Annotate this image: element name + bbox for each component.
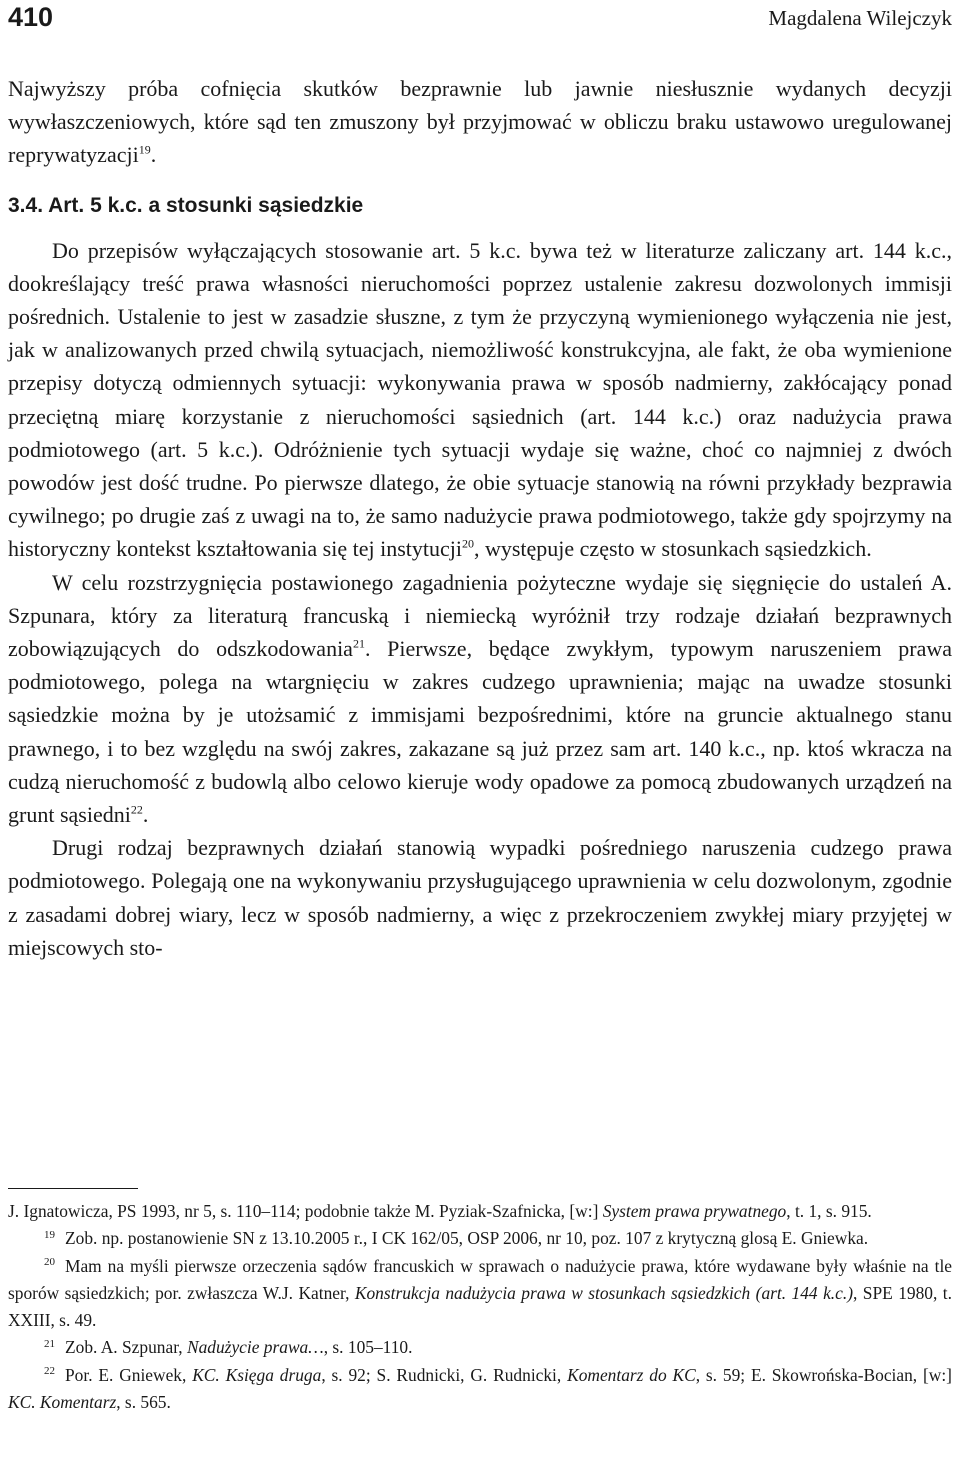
footnote-20: 20 Mam na myśli pierwsze orzeczenia sądów francuskich w sprawach o nadużycie prawa, które wydawane były właśnie na tle sporów sąsiedzkich; por. zwłaszcza W.J. Katner, Konstrukcja nadużycia prawa w stosunkach sąsiedzkich (art. 144 k.c.), SPE 1980, t. XXIII, s. 49. bbox=[8, 1255, 952, 1331]
paragraph: W celu rozstrzygnięcia postawionego zagadnienia pożyteczne wydaje się sięgnięcie do ustaleń A. Szpunara, który za literaturą francuską i niemiecką wyróżnił trzy rodzaje działań bezprawnych zobowiązujących do odszkodowania$^{21}$. Pierwsze, będące zwykłym, typowym naruszeniem prawa podmiotowego, polega na wtargnięciu w zakres cudzego uprawnienia; mając na uwadze stosunki sąsiedzkie można by je utożsamić z immisjami bezpośrednimi, które na gruncie aktualnego stanu prawnego, i to bez względu na swój zakres, zakazane są już przez sam art. 140 k.c., np. ktoś wkracza na cudzą nieruchomość z budowlą albo celowo kieruje wody opadowe za pomocą zbudowanych urządzeń na grunt sąsiedni$^{22}$. bbox=[8, 569, 952, 828]
footnote-ref[interactable]: 19 bbox=[138, 143, 151, 158]
paragraph: Najwyższy próba cofnięcia skutków bezprawnie lub jawnie niesłusznie wydanych decyzji wywłaszczeniowych, które sąd ten zmuszony był przyjmować w obliczu braku ustawowo uregulowanej reprywatyzacji$^{19}$. bbox=[8, 76, 952, 168]
footnote-divider bbox=[8, 1188, 138, 1189]
footnote-continuation: J. Ignatowicza, PS 1993, nr 5, s. 110–114; podobnie także M. Pyziak-Szafnicka, [w:] System prawa prywatnego, t. 1, s. 915. bbox=[8, 1201, 872, 1221]
footnote-19: 19 Zob. np. postanowienie SN z 13.10.2005 r., I CK 162/05, OSP 2006, nr 10, poz. 107 z krytyczną glosą E. Gniewka. bbox=[44, 1228, 869, 1249]
footnote-ref[interactable]: 22 bbox=[130, 802, 143, 817]
section-heading: 3.4. Art. 5 k.c. a stosunki sąsiedzkie bbox=[8, 193, 364, 217]
running-head-author: Magdalena Wilejczyk bbox=[768, 6, 952, 30]
footnote-ref[interactable]: 21 bbox=[352, 636, 365, 651]
footnotes bbox=[8, 1198, 952, 1416]
paragraph: Do przepisów wyłączających stosowanie art. 5 k.c. bywa też w literaturze zaliczany art. 144 k.c., dookreślający treść prawa własności nieruchomości poprzez ustalenie zakresu dozwolonych immisji pośrednich. Ustalenie to jest w zasadzie słuszne, z tym że przyczyną wymienionego wyłączenia nie jest, jak w analizowanych przed chwilą sytuacjach, niemożliwość konstrukcyjna, ale fakt, że oba wymienione przepisy dotyczą odmiennych sytuacji: wykonywania prawa w sposób nadmierny, zakłócający ponad przeciętną miarę korzystanie z nieruchomości sąsiednich (art. 144 k.c.) oraz nadużycia prawa podmiotowego (art. 5 k.c.). Odróżnienie tych sytuacji wydaje się ważne, choć co najmniej z dwóch powodów jest dość trudne. Po pierwsze dlatego, że obie sytuacje stanowią na równi przykłady bezprawia cywilnego; po drugie zaś z uwagi na to, że samo nadużycie prawa podmiotowego, także gdy spojrzymy na historyczny kontekst kształtowania się tej instytucji$^{20}$, występuje często w stosunkach sąsiedzkich. bbox=[8, 237, 952, 562]
paragraph: Drugi rodzaj bezprawnych działań stanowią wypadki pośredniego naruszenia cudzego prawa podmiotowego. Polegają one na wykonywaniu przysługującego uprawnienia w celu dozwolonym, zgodnie z zasadami dobrej wiary, lecz w sposób nadmierny, a więc z przekroczeniem zwykłej miary przyjętej w miejscowych sto- bbox=[8, 835, 952, 960]
footnote-21: 21 Zob. A. Szpunar, Nadużycie prawa…, s. 105–110. bbox=[44, 1337, 413, 1358]
footnote-22: 22 Por. E. Gniewek, KC. Księga druga, s. 92; S. Rudnicki, G. Rudnicki, Komentarz do KC, s. 59; E. Skowrońska-Bocian, [w:] KC. Komentarz, s. 565. bbox=[8, 1364, 952, 1413]
page-header bbox=[8, 0, 952, 36]
main-text bbox=[8, 72, 952, 964]
footnote-ref[interactable]: 20 bbox=[461, 537, 474, 552]
page-number: 410 bbox=[8, 2, 54, 32]
